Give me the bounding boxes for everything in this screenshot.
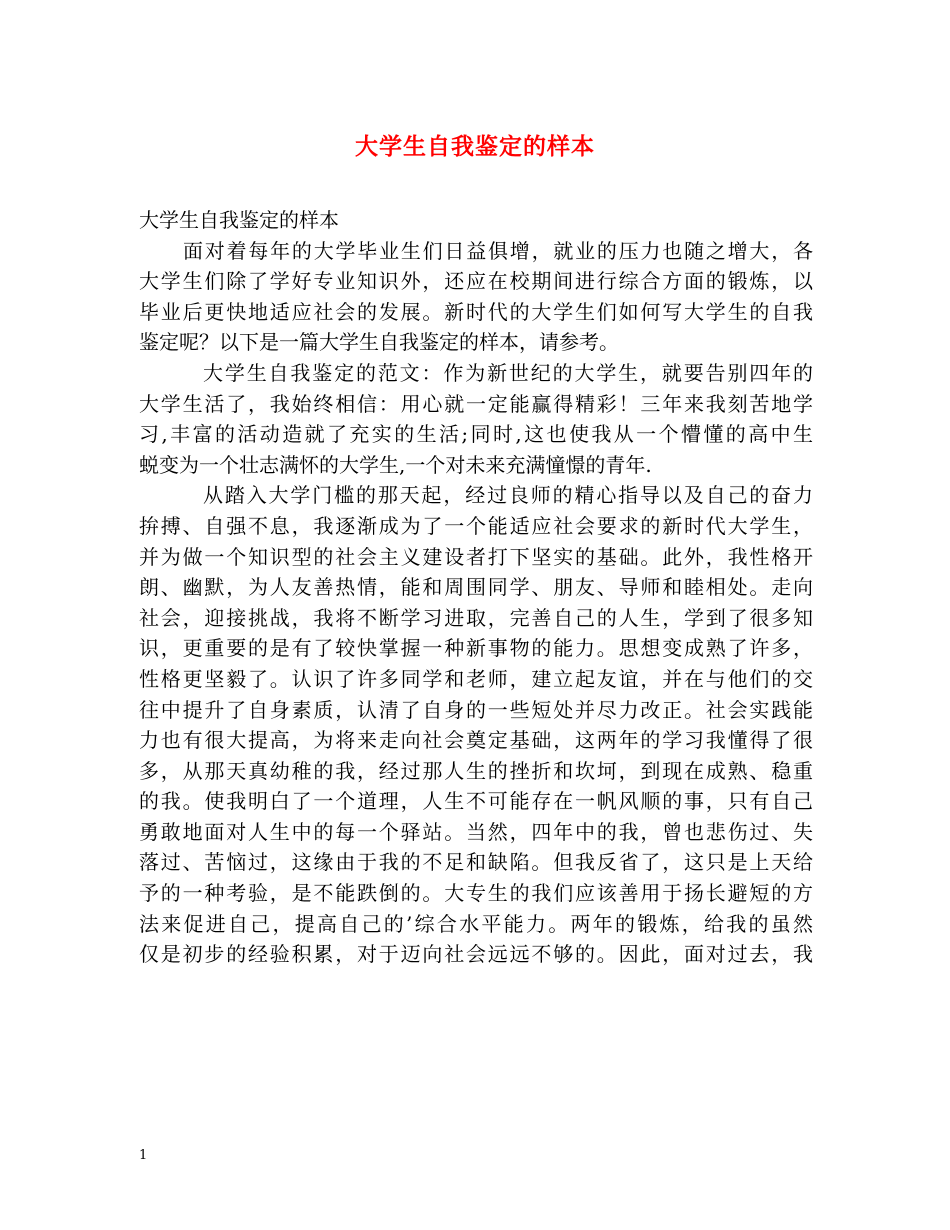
body-line: 仅是初步的经验积累，对于迈向社会远远不够的。因此，面对过去，我 (139, 942, 813, 967)
body-line: 勇敢地面对人生中的每一个驿站。当然，四年中的我，曾也悲伤过、失 (139, 819, 813, 844)
body-line: 大学生活了，我始终相信：用心就一定能赢得精彩！三年来我刻苦地学 (139, 391, 813, 416)
body-line: 面对着每年的大学毕业生们日益俱增，就业的压力也随之增大，各 (183, 238, 813, 263)
body-line: 大学生自我鉴定的范文：作为新世纪的大学生，就要告别四年的 (203, 360, 813, 385)
body-line: 朗、幽默，为人友善热情，能和周围同学、朋友、导师和睦相处。走向 (139, 575, 813, 600)
body-line: 蜕变为一个壮志满怀的大学生,一个对未来充满憧憬的青年. (139, 452, 652, 477)
body-line: 毕业后更快地适应社会的发展。新时代的大学生们如何写大学生的自我 (139, 299, 813, 324)
body-line: 识，更重要的是有了较快掌握一种新事物的能力。思想变成熟了许多， (139, 636, 813, 661)
body-line: 并为做一个知识型的社会主义建设者打下坚实的基础。此外，我性格开 (139, 544, 813, 569)
body-line: 社会，迎接挑战，我将不断学习进取，完善自己的人生，学到了很多知 (139, 605, 813, 630)
body-line: 落过、苦恼过，这缘由于我的不足和缺陷。但我反省了，这只是上天给 (139, 850, 813, 875)
body-line: 拚搏、自强不息，我逐渐成为了一个能适应社会要求的新时代大学生， (139, 513, 813, 538)
body-line: 习,丰富的活动造就了充实的生活;同时,这也使我从一个懵懂的高中生 (139, 422, 813, 447)
body-line: 力也有很大提高，为将来走向社会奠定基础，这两年的学习我懂得了很 (139, 728, 813, 753)
document-body (139, 205, 813, 970)
body-line: 大学生自我鉴定的样本 (139, 208, 339, 232)
body-line: 鉴定呢？以下是一篇大学生自我鉴定的样本，请参考。 (139, 330, 619, 355)
body-line: 的我。使我明白了一个道理，人生不可能存在一帆风顺的事，只有自己 (139, 789, 813, 814)
body-line: 往中提升了自身素质，认清了自身的一些短处并尽力改正。社会实践能 (139, 697, 813, 722)
body-line: 性格更坚毅了。认识了许多同学和老师，建立起友谊，并在与他们的交 (139, 666, 813, 691)
body-line: 从踏入大学门槛的那天起，经过良师的精心指导以及自己的奋力 (203, 483, 813, 508)
body-line: 多，从那天真幼稚的我，经过那人生的挫折和坎坷，到现在成熟、稳重 (139, 758, 813, 783)
body-line: 法来促进自己，提高自己的’综合水平能力。两年的锻炼，给我的虽然 (139, 911, 813, 936)
body-line: 大学生们除了学好专业知识外，还应在校期间进行综合方面的锻炼，以 (139, 269, 813, 294)
body-line: 予的一种考验，是不能跌倒的。大专生的我们应该善用于扬长避短的方 (139, 881, 813, 906)
page-number: 1 (139, 1148, 148, 1163)
document-title: 大学生自我鉴定的样本 (355, 133, 595, 160)
